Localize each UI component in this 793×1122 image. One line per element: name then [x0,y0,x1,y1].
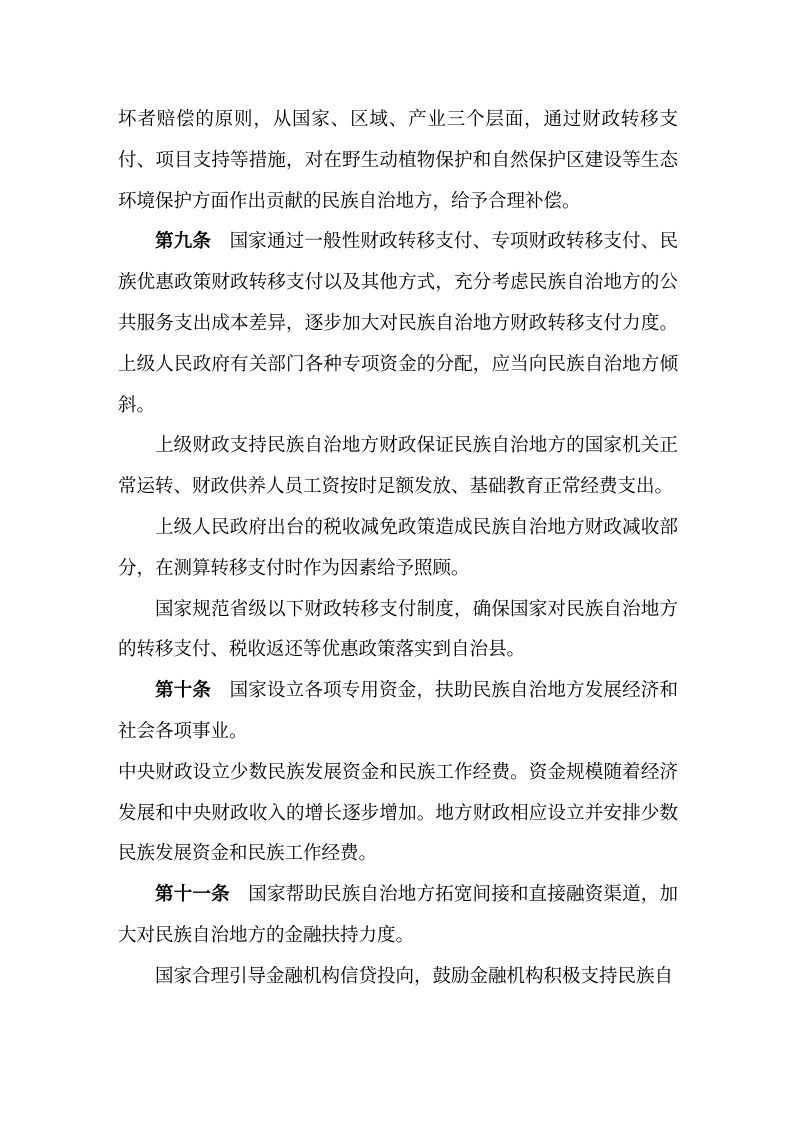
document-body [118,100,678,998]
paragraph-text: 坏者赔偿的原则，从国家、区域、产业三个层面，通过财政转移支付、项目支持等措施，对在野生动植物保护和自然保护区建设等生态环境保护方面作出贡献的民族自治地方，给予合理补偿。 [118,109,678,212]
paragraph-text: 上级财政支持民族自治地方财政保证民族自治地方的国家机关正常运转、财政供养人员工资按时足额发放、基础教育正常经费支出。 [118,435,678,498]
paragraph-text: 国家设立各项专用资金，扶助民族自治地方发展经济和社会各项事业。 [118,680,678,742]
paragraph-text: 上级人民政府出台的税收减免政策造成民族自治地方财政减收部分，在测算转移支付时作为因素给予照顾。 [118,516,678,579]
paragraph [118,508,678,590]
paragraph [118,957,678,998]
paragraph [118,753,678,875]
paragraph-text: 中央财政设立少数民族发展资金和民族工作经费。资金规模随着经济发展和中央财政收入的增长逐步增加。地方财政相应设立并安排少数民族发展资金和民族工作经费。 [118,761,678,865]
paragraph [118,100,678,222]
paragraph [118,875,678,957]
paragraph [118,590,678,672]
paragraph [118,222,678,426]
paragraph [118,671,678,753]
paragraph-text: 国家通过一般性财政转移支付、专项财政转移支付、民族优惠政策财政转移支付以及其他方式，充分考虑民族自治地方的公共服务支出成本差异，逐步加大对民族自治地方财政转移支付力度。上级人民政府有关部门各种专项资金的分配，应当向民族自治地方倾斜。 [118,231,678,416]
article-number: 第十一条 [155,884,230,906]
paragraph-text: 国家帮助民族自治地方拓宽间接和直接融资渠道，加大对民族自治地方的金融扶持力度。 [118,884,678,946]
article-number: 第九条 [155,231,212,253]
paragraph-text: 国家合理引导金融机构信贷投向，鼓励金融机构积极支持民族自 [155,965,674,987]
paragraph [118,426,678,508]
paragraph-text: 国家规范省级以下财政转移支付制度，确保国家对民族自治地方的转移支付、税收返还等优惠政策落实到自治县。 [118,598,678,661]
article-number: 第十条 [155,680,212,702]
